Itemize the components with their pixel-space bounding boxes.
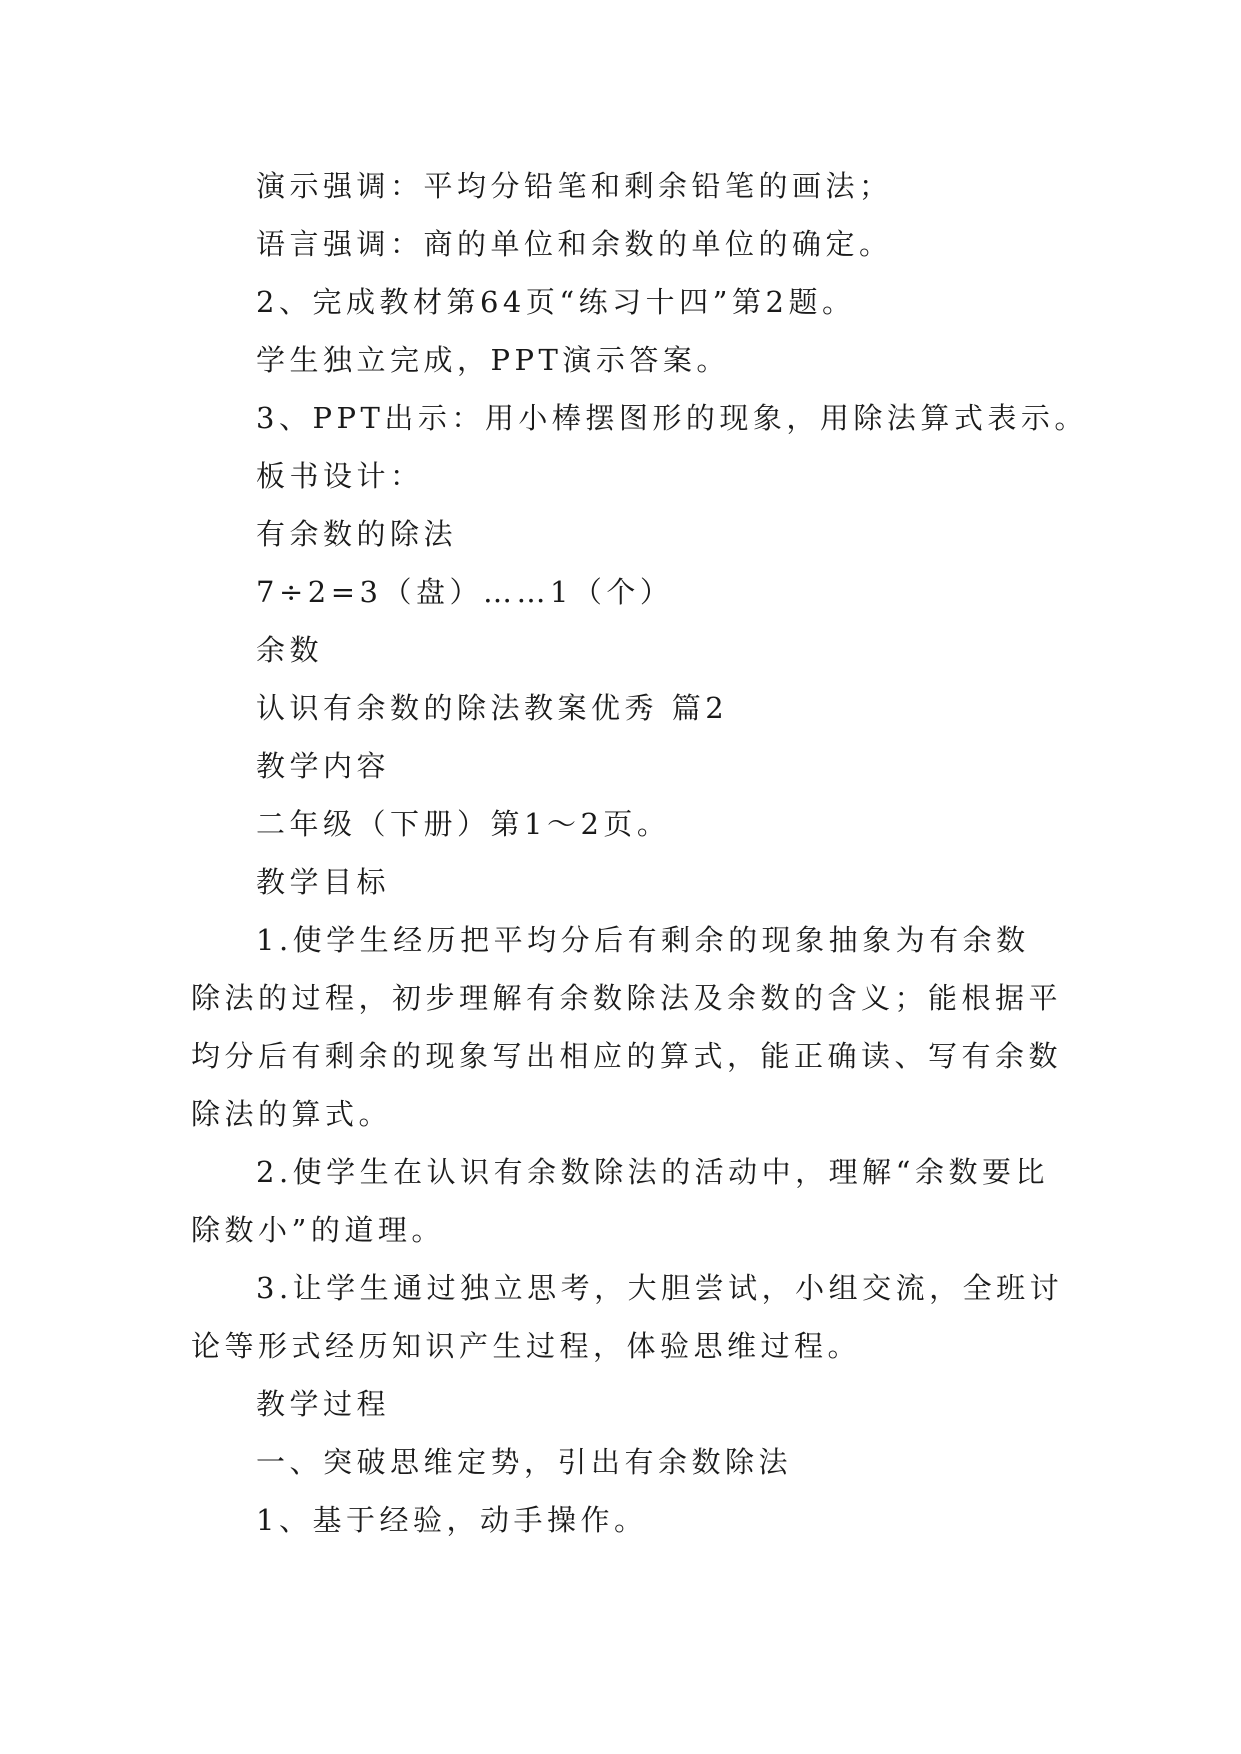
text-line: 有余数的除法 [256, 517, 458, 551]
text-line: 演示强调：平均分铅笔和剩余铅笔的画法； [256, 169, 893, 203]
text-line: 3、PPT出示：用小棒摆图形的现象，用除法算式表示。 [256, 401, 1088, 435]
text-line: 1.使学生经历把平均分后有剩余的现象抽象为有余数 [256, 923, 1030, 957]
text-line: 板书设计： [256, 459, 424, 493]
text-line: 除法的算式。 [191, 1097, 393, 1131]
text-line: 余数 [256, 633, 324, 667]
text-line: 教学内容 [256, 749, 391, 783]
text-line: 一、突破思维定势，引出有余数除法 [256, 1445, 793, 1479]
text-line: 除法的过程，初步理解有余数除法及余数的含义；能根据平 [191, 981, 1063, 1015]
section-heading: 认识有余数的除法教案优秀 篇2 [256, 691, 729, 725]
text-line: 2、完成教材第64页“练习十四”第2题。 [256, 285, 856, 319]
text-line: 语言强调：商的单位和余数的单位的确定。 [256, 227, 893, 261]
text-line: 教学过程 [256, 1387, 391, 1421]
text-line: 二年级（下册）第1～2页。 [256, 807, 671, 841]
text-line: 学生独立完成，PPT演示答案。 [256, 343, 730, 377]
text-line: 1、基于经验，动手操作。 [256, 1503, 648, 1537]
equation-line: 7÷2=3（盘）……1（个） [256, 575, 674, 609]
text-line: 均分后有剩余的现象写出相应的算式，能正确读、写有余数 [191, 1039, 1063, 1073]
text-line: 教学目标 [256, 865, 391, 899]
text-line: 3.让学生通过独立思考，大胆尝试，小组交流，全班讨 [256, 1271, 1064, 1305]
text-line: 论等形式经历知识产生过程，体验思维过程。 [191, 1329, 862, 1363]
text-line: 除数小”的道理。 [191, 1213, 445, 1247]
text-line: 2.使学生在认识有余数除法的活动中，理解“余数要比 [256, 1155, 1049, 1189]
